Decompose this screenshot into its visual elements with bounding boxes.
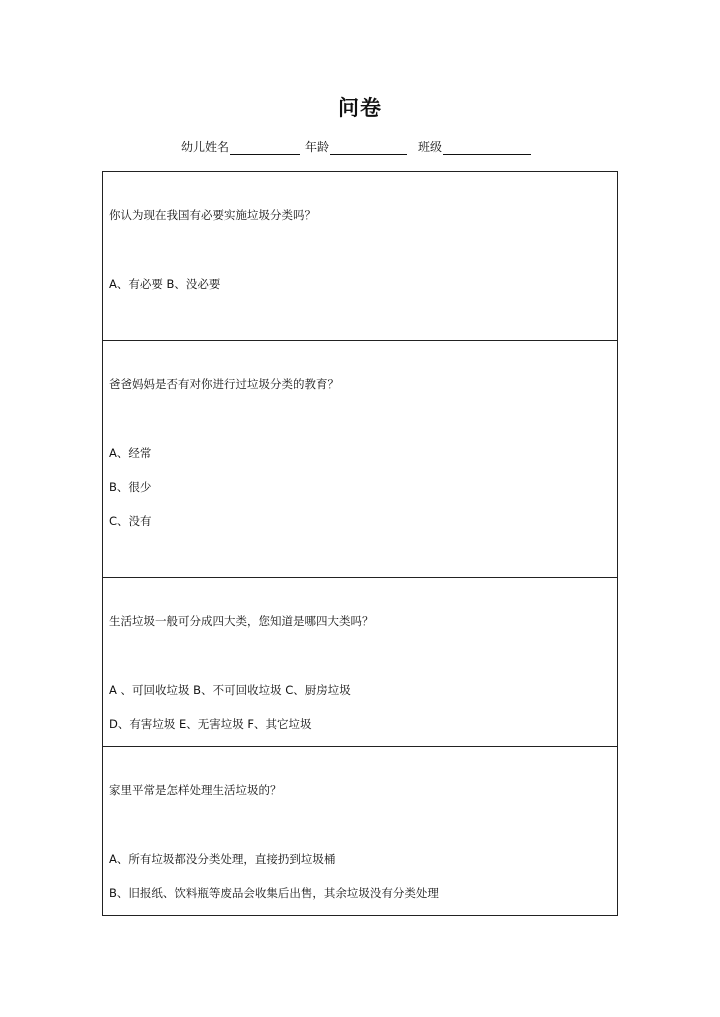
name-blank[interactable] — [230, 140, 300, 155]
option-line: B、旧报纸、饮料瓶等废品会收集后出售，其余垃圾没有分类处理 — [109, 886, 439, 900]
question-text: 生活垃圾一般可分成四大类，您知道是哪四大类吗？ — [109, 614, 374, 628]
option-line: C、没有 — [109, 514, 152, 528]
option-line: A 、可回收垃圾 B、不可回收垃圾 C、厨房垃圾 — [109, 683, 351, 697]
option-line: A、经常 — [109, 446, 152, 460]
question-block-4 — [103, 747, 617, 915]
class-blank[interactable] — [443, 140, 531, 155]
age-blank[interactable] — [330, 140, 407, 155]
option-line: A、有必要 B、没必要 — [109, 277, 221, 291]
survey-table — [102, 171, 618, 916]
question-block-2 — [103, 341, 617, 578]
option-line: B、很少 — [109, 480, 152, 494]
question-block-1 — [103, 172, 617, 341]
age-label: 年龄 — [305, 140, 330, 154]
question-text: 家里平常是怎样处理生活垃圾的？ — [109, 783, 282, 797]
student-info-line — [181, 138, 531, 155]
option-line: D、有害垃圾 E、无害垃圾 F、其它垃圾 — [109, 717, 312, 731]
question-text: 你认为现在我国有必要实施垃圾分类吗？ — [109, 208, 316, 222]
question-text: 爸爸妈妈是否有对你进行过垃圾分类的教育？ — [109, 377, 339, 391]
question-block-3 — [103, 578, 617, 747]
name-label: 幼儿姓名 — [181, 140, 230, 154]
option-line: A、所有垃圾都没分类处理，直接扔到垃圾桶 — [109, 852, 336, 866]
page-title: 问卷 — [338, 95, 382, 120]
class-label: 班级 — [418, 140, 443, 154]
